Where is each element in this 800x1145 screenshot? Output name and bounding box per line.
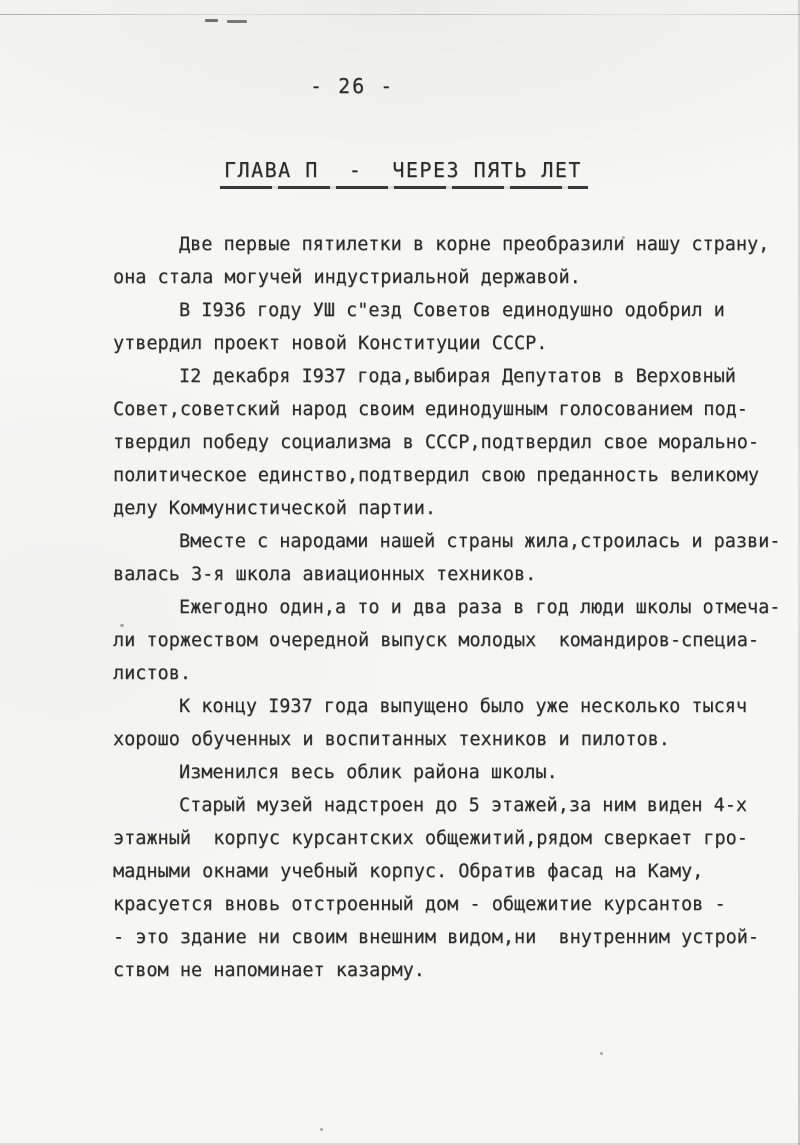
text-line: Вместе с народами нашей страны жила,строилась и разви- xyxy=(179,531,781,552)
paragraph xyxy=(113,294,785,360)
paragraph xyxy=(113,525,785,591)
text-line: мадными окнами учебный корпус. Обратив фасад на Каму, xyxy=(113,861,704,882)
text-line: Совет,советский народ своим единодушным голосованием под- xyxy=(113,399,748,420)
scan-dash-mark xyxy=(227,20,247,23)
heading-dash: - xyxy=(348,158,363,182)
text-line: Старый музей надстроен до 5 этажей,за ним виден 4-х xyxy=(179,795,748,816)
page-number: - 26 - xyxy=(310,74,395,98)
paragraph xyxy=(113,591,785,690)
text-line: Две первые пятилетки в корне преобразили нашу страну, xyxy=(179,234,770,255)
scan-speck xyxy=(320,1128,323,1131)
text-line: В I936 году УШ с"езд Советов единодушно одобрил и xyxy=(179,300,725,321)
text-line: твердил победу социализма в СССР,подтвердил свое морально- xyxy=(113,432,760,453)
text-line: ли торжеством очередной выпуск молодых командиров-специа- xyxy=(113,630,760,651)
document-body xyxy=(113,228,785,987)
text-line: красуется вновь отстроенный дом - общежитие курсантов - xyxy=(113,894,726,915)
text-line: она стала могучей индустриальной державой. xyxy=(113,267,581,288)
scan-dash-mark xyxy=(205,19,218,22)
scan-speck xyxy=(600,1052,603,1055)
text-line: ством не напоминает казарму. xyxy=(113,960,425,981)
text-line: валась 3-я школа авиационных техников. xyxy=(113,564,537,585)
text-line: делу Коммунистической партии. xyxy=(113,498,437,519)
text-line: этажный корпус курсантских общежитий,рядом сверкает гро- xyxy=(113,828,748,849)
chapter-heading xyxy=(220,158,588,189)
text-line: утвердил проект новой Конституции СССР. xyxy=(113,333,548,354)
paragraph xyxy=(113,789,785,987)
text-line: I2 декабря I937 года,выбирая Депутатов в Верховный xyxy=(179,366,736,387)
paragraph xyxy=(113,228,785,294)
text-line: Ежегодно один,а то и два раза в год люди школы отмеча- xyxy=(179,597,781,618)
text-line: политическое единство,подтвердил свою преданность великому xyxy=(113,465,760,486)
scan-edge-top-line xyxy=(0,14,800,15)
chapter-title: ЧЕРЕЗ ПЯТЬ ЛЕТ xyxy=(392,158,582,182)
text-line: - это здание ни своим внешним видом,ни внутренним устрой- xyxy=(113,927,760,948)
paragraph xyxy=(113,690,785,756)
text-line: хорошо обученных и воспитанных техников и пилотов. xyxy=(113,729,670,750)
chapter-label: ГЛАВА П xyxy=(224,158,319,182)
paragraph xyxy=(113,360,785,525)
text-line: листов. xyxy=(113,663,191,684)
paragraph xyxy=(113,756,785,789)
text-line: Изменился весь облик района школы. xyxy=(179,762,558,783)
text-line: К концу I937 года выпущено было уже несколько тысяч xyxy=(179,696,748,717)
